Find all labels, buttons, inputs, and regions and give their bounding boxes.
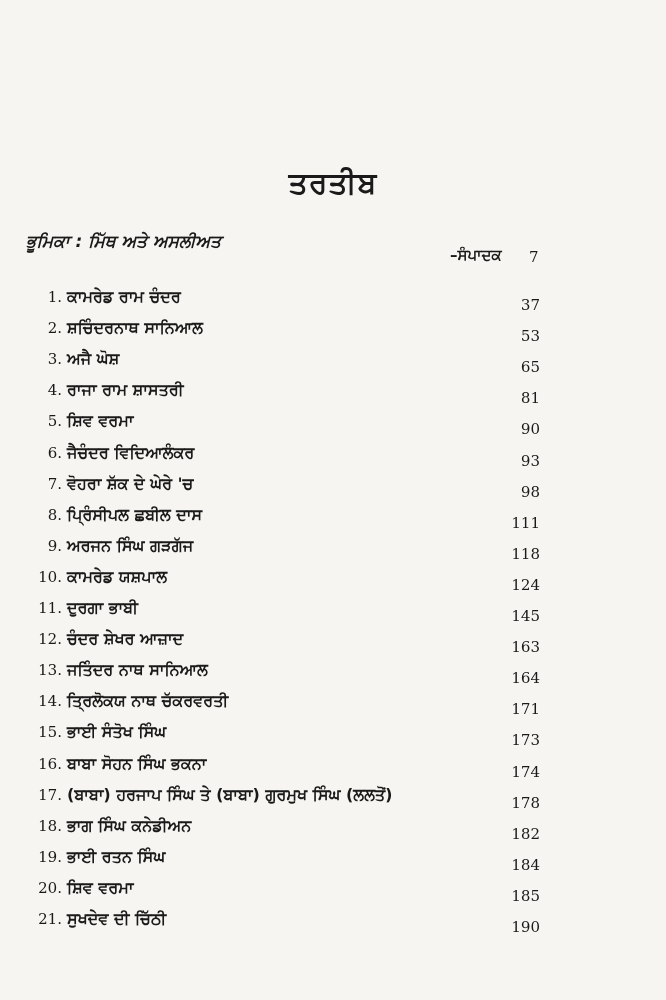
toc-entry-title: ਤ੍ਰਿਲੋਕਯ ਨਾਥ ਚੱਕਰਵਰਤੀ <box>67 691 229 711</box>
toc-entry-page: 145 <box>511 607 540 625</box>
toc-entry <box>0 380 666 408</box>
toc-entry-page: 53 <box>520 327 540 346</box>
toc-entry-page: 182 <box>511 824 540 843</box>
toc-entry-number: 9. <box>47 536 62 555</box>
toc-entry-title: ਭਾਗ ਸਿੰਘ ਕਨੇਡੀਅਨ <box>67 815 192 835</box>
toc-entry-title: ਅਰਜਨ ਸਿੰਘ ਗੜਗੱਜ <box>67 535 194 555</box>
toc-entry-number: 1. <box>47 288 62 306</box>
toc-entry-page: 185 <box>511 886 540 905</box>
toc-entry <box>0 722 666 750</box>
toc-entry-number: 6. <box>47 443 62 462</box>
toc-entry-title: ਭਾਈ ਰਤਨ ਸਿੰਘ <box>67 846 166 866</box>
toc-entry-page: 111 <box>511 513 540 532</box>
toc-entry <box>0 753 666 781</box>
toc-entry-number: 19. <box>38 847 62 866</box>
toc-entry <box>0 504 666 532</box>
toc-entry-number: 10. <box>38 567 62 586</box>
toc-entry <box>0 846 666 874</box>
toc-entry-number: 15. <box>38 723 62 742</box>
toc-entry-page: 93 <box>520 451 540 470</box>
toc-entry <box>0 287 666 314</box>
toc-entry-number: 17. <box>38 785 62 804</box>
toc-entry-title: ਚੰਦਰ ਸ਼ੇਖਰ ਆਜ਼ਾਦ <box>67 629 184 649</box>
toc-entry <box>0 566 666 594</box>
toc-entry-number: 7. <box>47 474 62 493</box>
toc-entry-number: 20. <box>38 878 62 897</box>
toc-entry-number: 5. <box>47 412 62 431</box>
toc-entry-page: 124 <box>511 575 540 594</box>
toc-entry-page: 65 <box>520 358 540 377</box>
toc-entry-page: 164 <box>511 669 540 688</box>
intro-page-number: 7 <box>529 248 539 266</box>
toc-entry <box>0 535 666 563</box>
toc-entry-page: 178 <box>511 793 540 812</box>
toc-entry-title: ਸੁਖਦੇਵ ਦੀ ਚਿੱਠੀ <box>67 909 167 928</box>
toc-entry <box>0 318 666 346</box>
toc-entry-title: ਜਤਿੰਦਰ ਨਾਥ ਸਾਨਿਆਲ <box>67 660 208 680</box>
page-title: ਤਰਤੀਬ <box>288 166 378 201</box>
toc-entry-number: 13. <box>38 661 62 680</box>
intro-editor: –ਸੰਪਾਦਕ <box>450 246 502 264</box>
toc-entry-number: 18. <box>38 816 62 835</box>
toc-entry-title: ਸ਼ਿਵ ਵਰਮਾ <box>67 411 134 431</box>
toc-entry-number: 12. <box>38 630 62 649</box>
toc-entry-title: ਰਾਜਾ ਰਾਮ ਸ਼ਾਸਤਰੀ <box>67 380 184 400</box>
toc-entry-number: 2. <box>47 319 62 338</box>
toc-entry-title: ਪ੍ਰਿੰਸੀਪਲ ਛਬੀਲ ਦਾਸ <box>67 504 203 524</box>
toc-entry-page: 81 <box>520 389 540 408</box>
toc-entry <box>0 877 666 905</box>
toc-entry <box>0 442 666 470</box>
toc-entry-number: 3. <box>47 350 62 369</box>
toc-entry-page: 171 <box>511 700 540 719</box>
toc-entry-page: 173 <box>511 731 540 750</box>
toc-entry-page: 163 <box>511 638 540 657</box>
toc-entry-title: ਭਾਈ ਸੰਤੋਖ ਸਿੰਘ <box>67 722 167 742</box>
toc-entry-title: (ਬਾਬਾ) ਹਰਜਾਪ ਸਿੰਘ ਤੇ (ਬਾਬਾ) ਗੁਰਮੁਖ ਸਿੰਘ (ਲਲਤੋਂ) <box>67 784 393 804</box>
toc-entry <box>0 598 666 625</box>
toc-entry-page: 184 <box>511 855 540 874</box>
toc-entry-number: 11. <box>38 599 62 617</box>
toc-entry <box>0 473 666 501</box>
toc-entry-title: ਦੁਰਗਾ ਭਾਬੀ <box>67 598 138 617</box>
toc-entry-number: 4. <box>47 381 62 400</box>
toc-entry <box>0 691 666 719</box>
toc-entry <box>0 909 666 936</box>
toc-entry-number: 21. <box>38 910 62 928</box>
toc-entry <box>0 784 666 812</box>
toc-entry <box>0 629 666 657</box>
toc-entry-title: ਅਜੈ ਘੋਸ਼ <box>67 349 120 369</box>
toc-entry-title: ਜੈਚੰਦਰ ਵਿਦਿਆਲੰਕਰ <box>67 442 195 462</box>
toc-entry-page: 98 <box>520 482 540 501</box>
toc-entry <box>0 411 666 439</box>
toc-entry-page: 90 <box>520 420 540 439</box>
toc-entry-title: ਬਾਬਾ ਸੋਹਨ ਸਿੰਘ ਭਕਨਾ <box>67 753 207 773</box>
toc-entry <box>0 815 666 843</box>
toc-entry <box>0 349 666 377</box>
toc-entry-page: 118 <box>511 544 540 563</box>
toc-entry-page: 174 <box>511 762 540 781</box>
toc-entry-page: 190 <box>511 918 540 936</box>
toc-entry-number: 16. <box>38 754 62 773</box>
toc-entry-title: ਕਾਮਰੇਡ ਯਸ਼ਪਾਲ <box>67 566 168 586</box>
toc-entry-page: 37 <box>520 296 540 314</box>
toc-entry-number: 14. <box>38 692 62 711</box>
toc-entry-title: ਵੋਹਰਾ ਸ਼ੱਕ ਦੇ ਘੇਰੇ 'ਚ <box>67 473 194 493</box>
toc-entry-number: 8. <box>47 505 62 524</box>
toc-entry-title: ਸ਼ਚਿੰਦਰਨਾਥ ਸਾਨਿਆਲ <box>67 318 204 338</box>
toc-entry <box>0 660 666 688</box>
intro-title: ਭੂਮਿਕਾ : ਮਿੱਥ ਅਤੇ ਅਸਲੀਅਤ <box>26 232 221 252</box>
toc-entry-title: ਸ਼ਿਵ ਵਰਮਾ <box>67 877 134 897</box>
toc-entry-title: ਕਾਮਰੇਡ ਰਾਮ ਚੰਦਰ <box>67 287 181 306</box>
